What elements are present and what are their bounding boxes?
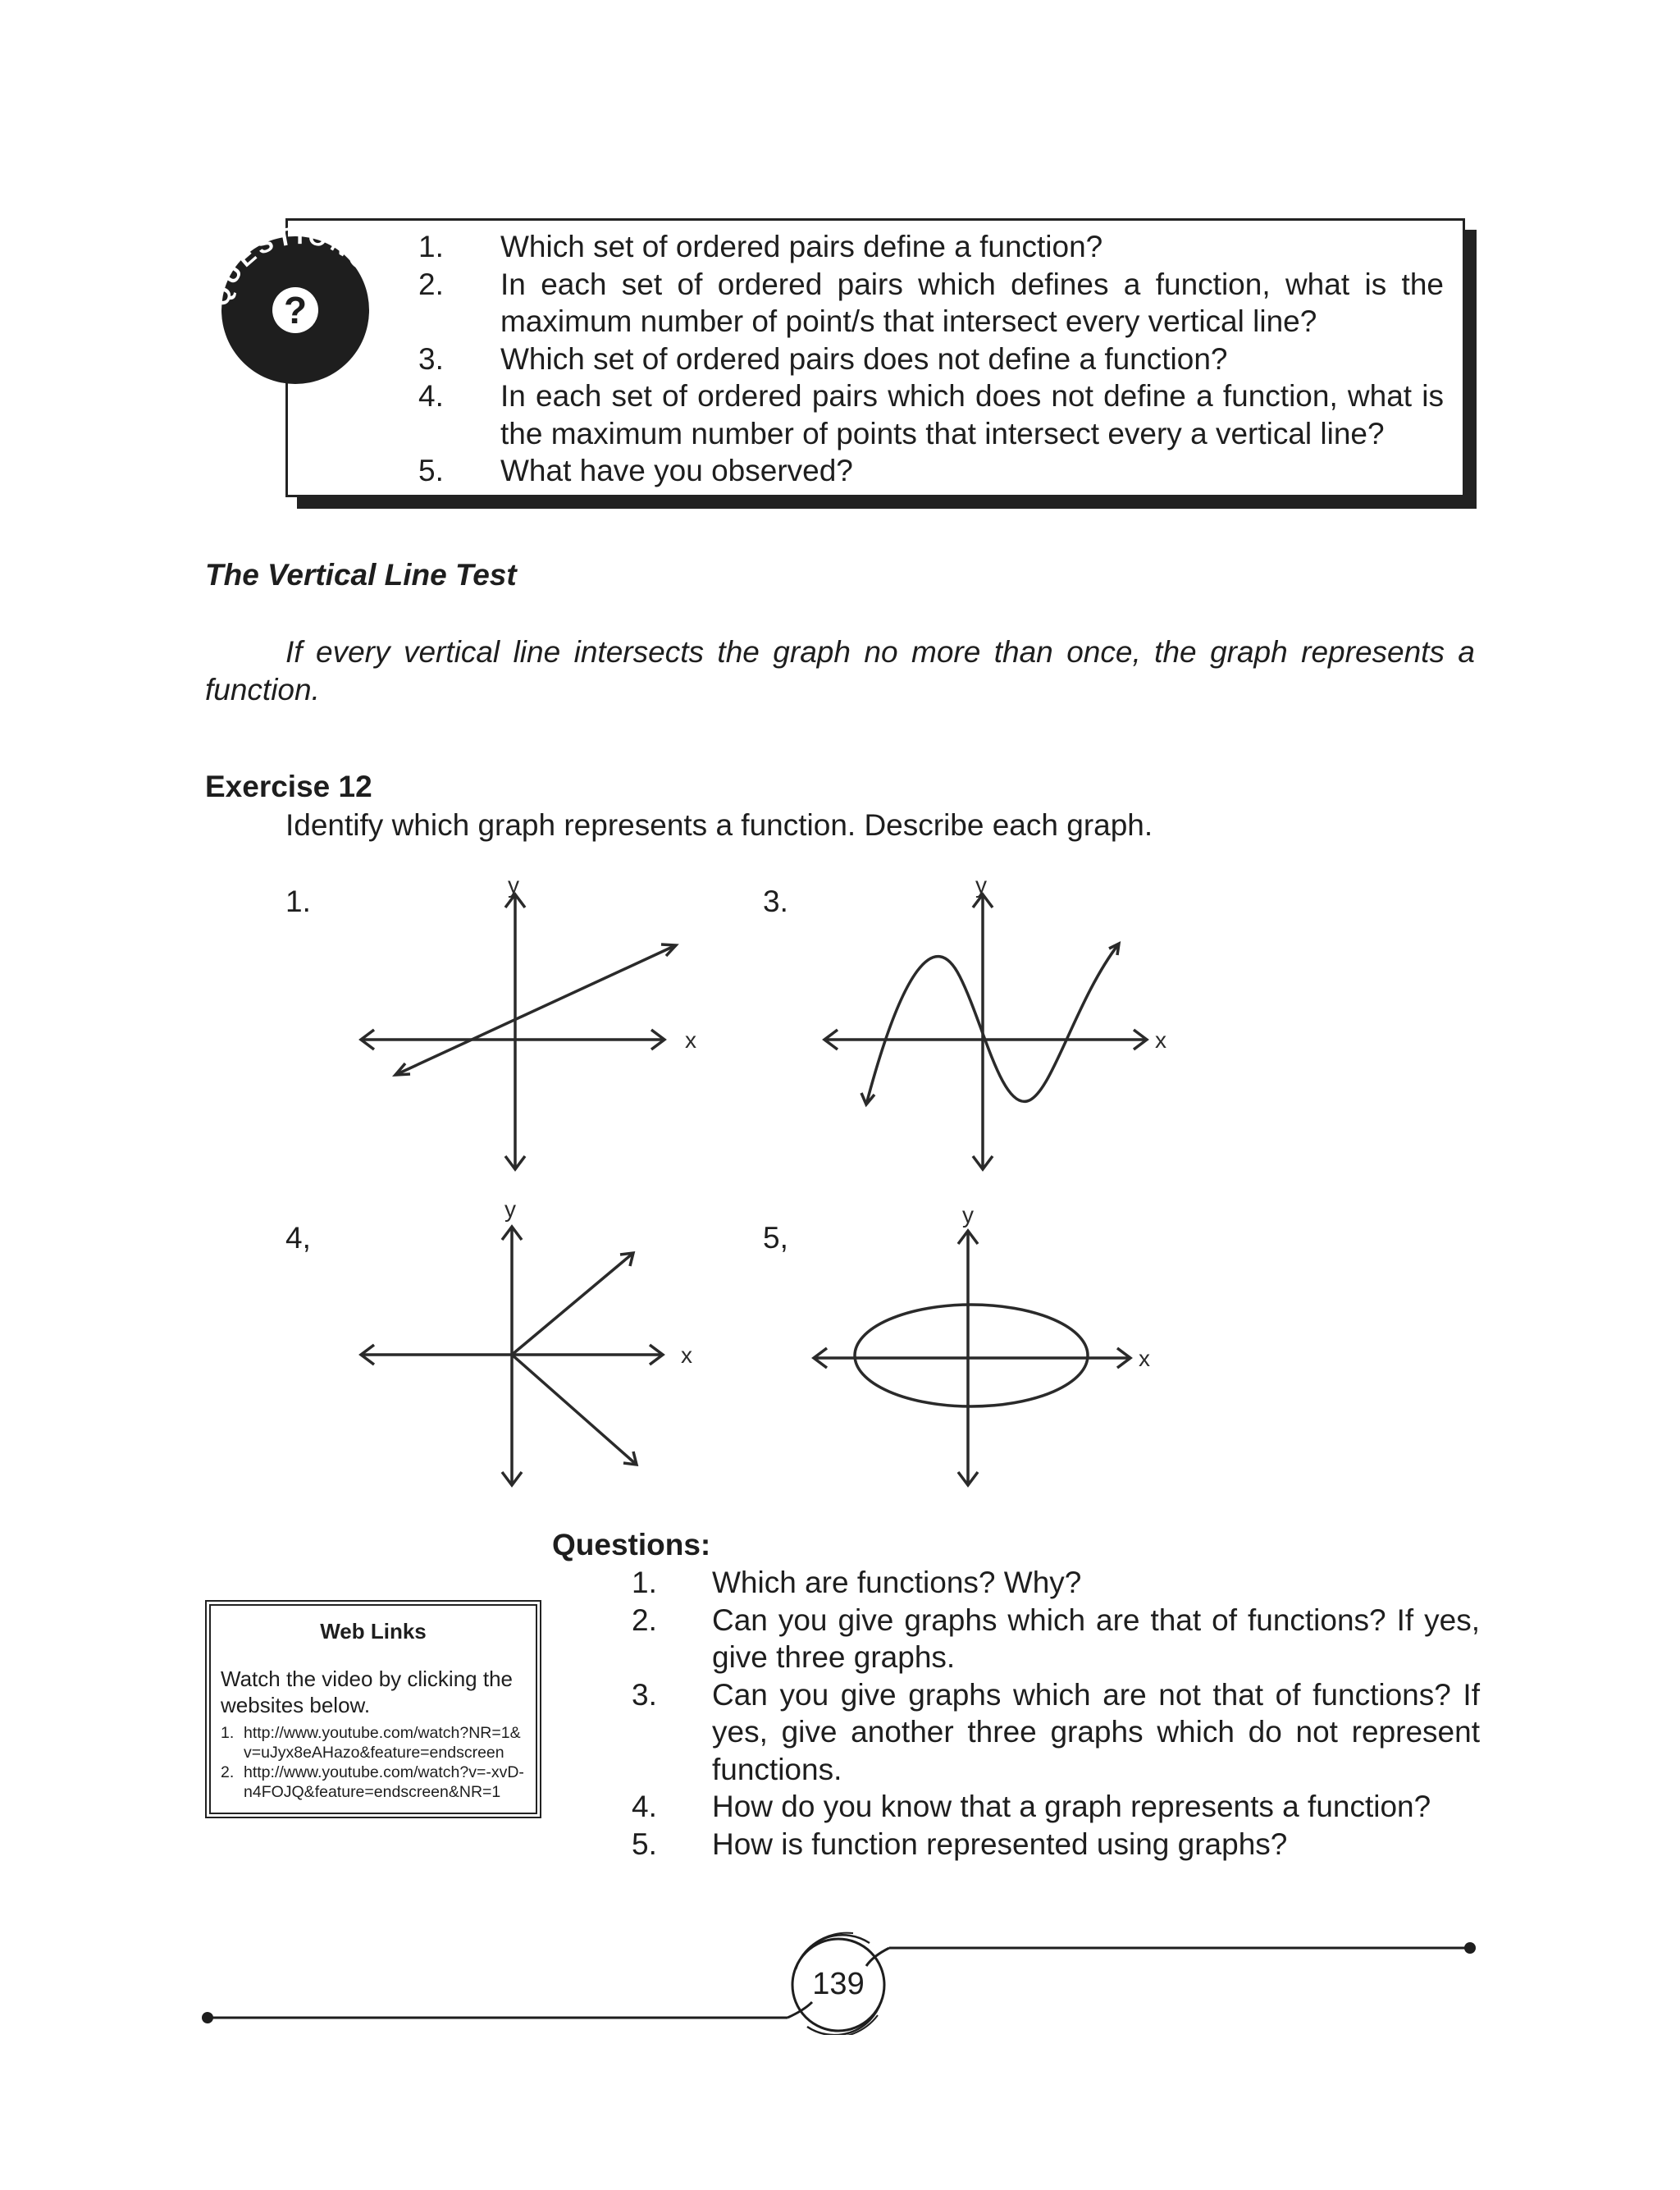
badge-word: QUESTIONS [207,222,377,309]
question-item: 5. How is function represented using graphs? [632,1827,1288,1861]
question-item: 4. How do you know that a graph represents a function? [632,1790,1431,1823]
graph-4 [345,1194,705,1497]
exercise-title: Exercise 12 [205,770,372,803]
bottom-questions-title: Questions: [552,1528,711,1561]
exercise-instruction: Identify which graph represents a function. Describe each graph. [285,808,1153,842]
y-axis-label: y [975,878,987,898]
web-links-title: Web Links [320,1619,427,1644]
graph-label: 1. [285,885,311,918]
web-links-box [205,1600,541,1818]
graph-5 [804,1194,1165,1497]
web-link[interactable]: 2. http://www.youtube.com/watch?v=-xvD-n4FOJQ&feature=endscreen&NR=1 [221,1763,524,1801]
bottom-questions-list [632,1564,1480,1863]
graph-1 [345,878,705,1182]
y-axis-label: y [504,1196,516,1222]
graph-3 [812,878,1173,1182]
y-axis-label: y [962,1202,974,1228]
question-item: 5. What have you observed? [418,454,853,487]
y-axis-label: y [508,878,519,898]
web-links-intro: Watch the video by clicking the websites below. [221,1667,513,1717]
questions-list [418,228,1444,490]
question-item: 2. Can you give graphs which are that of functions? If yes, give three graphs. [632,1602,1480,1674]
question-item: 2. In each set of ordered pairs which defines a function, what is the maximum number of point/s that intersect every vertical line? [418,267,1444,338]
question-item: 3. Can you give graphs which are not that of functions? If yes, give another three graphs which do not represent functions. [632,1677,1480,1786]
question-item: 4. In each set of ordered pairs which does not define a function, what is the maximum number of points that intersect every a vertical line? [418,379,1444,450]
vertical-line-test-text: If every vertical line intersects the graph no more than once, the graph represents a function. [205,635,1475,706]
badge-question-mark: ? [283,289,308,331]
x-axis-label: x [1155,1027,1166,1053]
web-link[interactable]: 1. http://www.youtube.com/watch?NR=1&v=uJyx8eAHazo&feature=endscreen [221,1724,521,1762]
question-item: 1. Which are functions? Why? [632,1566,1082,1599]
questions-badge-icon [203,205,392,394]
graph-label: 5, [763,1221,788,1255]
question-item: 3. Which set of ordered pairs does not define a function? [418,341,1228,376]
x-axis-label: x [685,1027,696,1053]
page-number: 139 [812,1967,865,2001]
x-axis-label: x [681,1342,692,1368]
graph-label: 3. [763,885,788,918]
x-axis-label: x [1139,1346,1150,1371]
question-item: 1. Which set of ordered pairs define a function? [418,230,1103,263]
vertical-line-test-heading: The Vertical Line Test [205,558,517,592]
graph-label: 4, [285,1221,311,1255]
